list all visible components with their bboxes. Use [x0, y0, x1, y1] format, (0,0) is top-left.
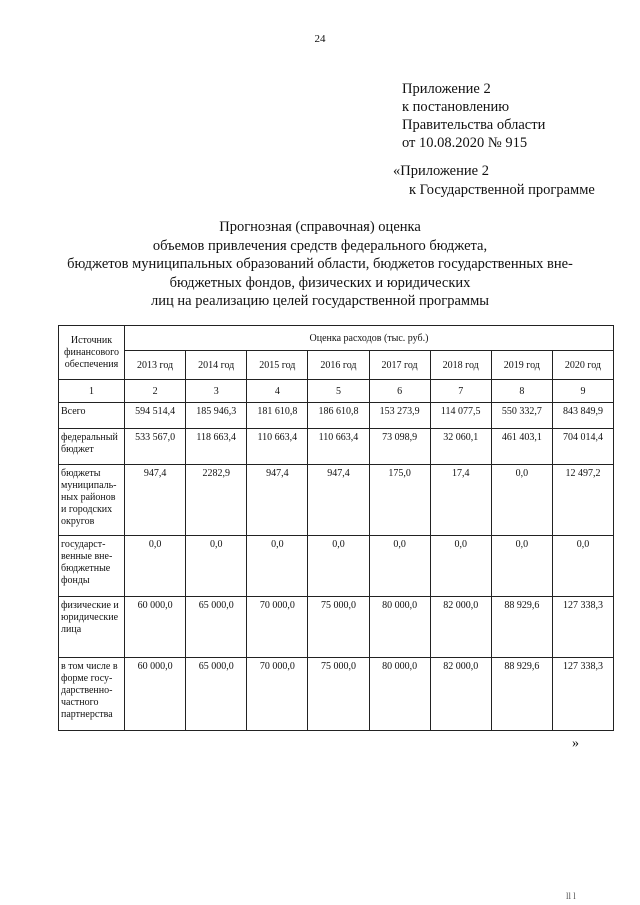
closing-quote: » — [572, 736, 579, 751]
years-row — [59, 351, 614, 380]
row-value: 704 014,4 — [552, 429, 613, 465]
row-value: 127 338,3 — [552, 597, 613, 658]
table-row — [59, 465, 614, 536]
row-value: 0,0 — [247, 536, 308, 597]
table-row — [59, 403, 614, 429]
row-value: 461 403,1 — [491, 429, 552, 465]
funding-table — [58, 325, 614, 731]
title-line: бюджетных фондов, физических и юридических — [169, 274, 471, 291]
row-value: 32 060,1 — [430, 429, 491, 465]
title-line: бюджетов муниципальных образований области, бюджетов государственных вне- — [67, 256, 573, 272]
row-value: 70 000,0 — [247, 658, 308, 731]
table-row — [59, 658, 614, 731]
column-number: 4 — [247, 380, 308, 403]
row-value: 533 567,0 — [125, 429, 186, 465]
table-row — [59, 429, 614, 465]
row-value: 60 000,0 — [125, 597, 186, 658]
row-value: 181 610,8 — [247, 403, 308, 429]
annex-program-line: к Государственной программе — [409, 182, 595, 198]
document-title — [20, 218, 620, 311]
row-value: 0,0 — [186, 536, 247, 597]
page-number: 24 — [314, 33, 326, 45]
row-value: 82 000,0 — [430, 658, 491, 731]
row-value: 88 929,6 — [491, 658, 552, 731]
row-source: государст-венные вне-бюджетные фонды — [59, 536, 125, 597]
row-value: 82 000,0 — [430, 597, 491, 658]
row-value: 75 000,0 — [308, 597, 369, 658]
row-value: 0,0 — [491, 536, 552, 597]
column-number: 6 — [369, 380, 430, 403]
row-value: 947,4 — [125, 465, 186, 536]
column-number: 7 — [430, 380, 491, 403]
row-value: 0,0 — [125, 536, 186, 597]
row-value: 65 000,0 — [186, 597, 247, 658]
row-value: 110 663,4 — [308, 429, 369, 465]
row-value: 947,4 — [308, 465, 369, 536]
row-value: 70 000,0 — [247, 597, 308, 658]
row-value: 17,4 — [430, 465, 491, 536]
row-value: 65 000,0 — [186, 658, 247, 731]
row-value: 186 610,8 — [308, 403, 369, 429]
title-line: Прогнозная (справочная) оценка — [219, 219, 421, 235]
annex-line: Правительства области — [402, 117, 546, 133]
row-value: 947,4 — [247, 465, 308, 536]
estimate-header: Оценка расходов (тыс. руб.) — [125, 326, 614, 351]
row-value: 60 000,0 — [125, 658, 186, 731]
annex-program-header — [393, 162, 595, 200]
row-value: 843 849,9 — [552, 403, 613, 429]
row-value: 153 273,9 — [369, 403, 430, 429]
title-line: лиц на реализацию целей государственной программы — [151, 293, 489, 309]
row-value: 2282,9 — [186, 465, 247, 536]
column-numbers-row — [59, 380, 614, 403]
row-source: Всего — [59, 403, 125, 429]
table-row — [59, 597, 614, 658]
row-value: 75 000,0 — [308, 658, 369, 731]
annex-program-line: «Приложение 2 — [393, 163, 489, 179]
row-source: бюджеты муниципаль-ных районов и городских округов — [59, 465, 125, 536]
annex-header — [402, 80, 545, 152]
column-number: 2 — [125, 380, 186, 403]
row-value: 110 663,4 — [247, 429, 308, 465]
year-header: 2014 год — [186, 351, 247, 380]
year-header: 2018 год — [430, 351, 491, 380]
row-value: 80 000,0 — [369, 597, 430, 658]
column-number: 8 — [491, 380, 552, 403]
year-header: 2015 год — [247, 351, 308, 380]
row-value: 0,0 — [369, 536, 430, 597]
annex-line: Приложение 2 — [402, 81, 491, 97]
row-value: 88 929,6 — [491, 597, 552, 658]
row-value: 114 077,5 — [430, 403, 491, 429]
row-value: 0,0 — [491, 465, 552, 536]
corner-mark: ll l — [566, 891, 576, 901]
row-value: 175,0 — [369, 465, 430, 536]
row-value: 80 000,0 — [369, 658, 430, 731]
row-value: 0,0 — [552, 536, 613, 597]
year-header: 2017 год — [369, 351, 430, 380]
year-header: 2020 год — [552, 351, 613, 380]
year-header: 2013 год — [125, 351, 186, 380]
table-row — [59, 536, 614, 597]
row-source: физические и юридические лица — [59, 597, 125, 658]
year-header: 2019 год — [491, 351, 552, 380]
row-value: 550 332,7 — [491, 403, 552, 429]
row-source: в том числе в форме госу-дарственно-частного партнерства — [59, 658, 125, 731]
column-number: 1 — [59, 380, 125, 403]
row-source: федеральный бюджет — [59, 429, 125, 465]
row-value: 0,0 — [308, 536, 369, 597]
row-value: 73 098,9 — [369, 429, 430, 465]
annex-line: от 10.08.2020 № 915 — [402, 135, 528, 151]
title-line: объемов привлечения средств федерального бюджета, — [152, 237, 488, 254]
column-number: 9 — [552, 380, 613, 403]
row-value: 185 946,3 — [186, 403, 247, 429]
row-value: 118 663,4 — [186, 429, 247, 465]
column-number: 3 — [186, 380, 247, 403]
row-value: 127 338,3 — [552, 658, 613, 731]
row-value: 0,0 — [430, 536, 491, 597]
row-value: 594 514,4 — [125, 403, 186, 429]
source-column-header: Источник финансового обеспечения — [59, 326, 125, 380]
row-value: 12 497,2 — [552, 465, 613, 536]
year-header: 2016 год — [308, 351, 369, 380]
annex-line: к постановлению — [402, 99, 510, 115]
column-number: 5 — [308, 380, 369, 403]
